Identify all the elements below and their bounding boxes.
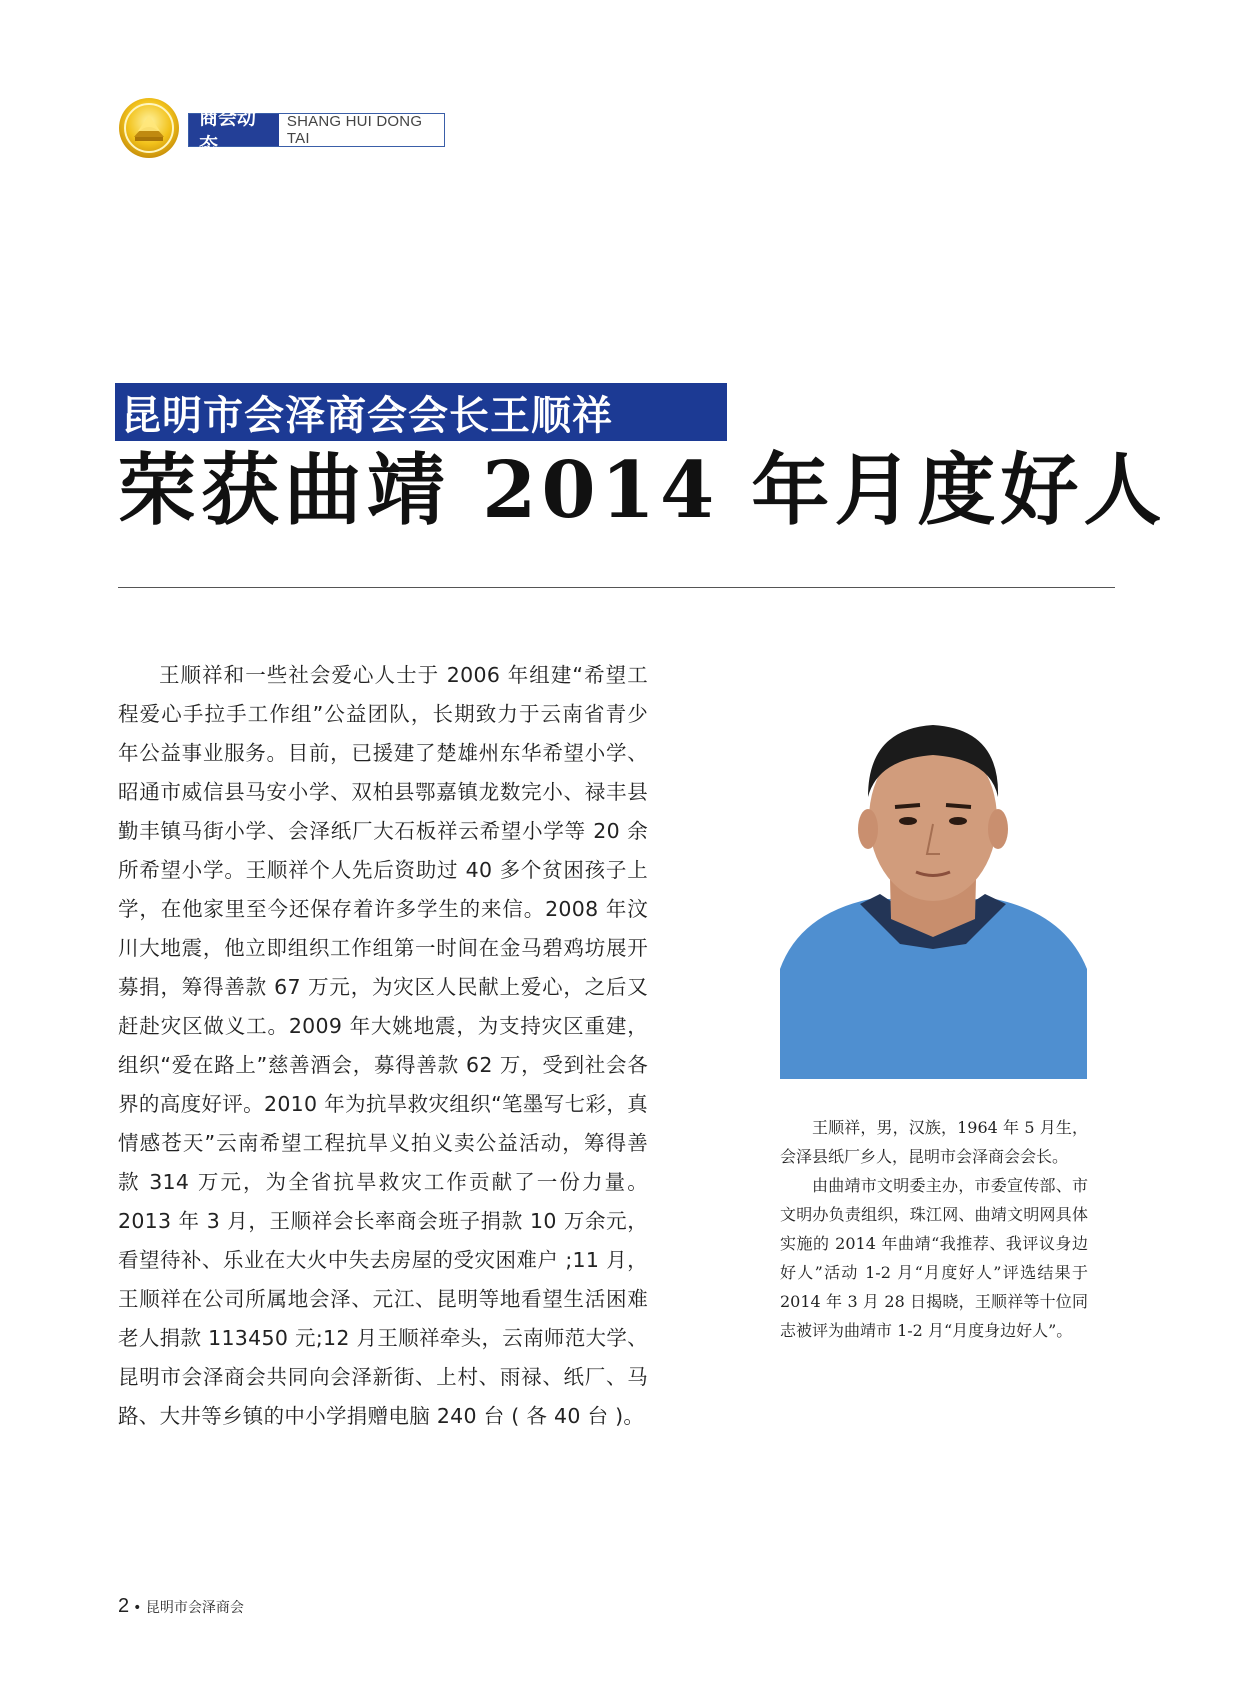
- caption-bio: 王顺祥，男，汉族，1964 年 5 月生，会泽县纸厂乡人，昆明市会泽商会会长。: [780, 1118, 1088, 1166]
- article-body: 王顺祥和一些社会爱心人士于 2006 年组建“希望工程爱心手拉手工作组”公益团队，长期致力于云南省青少年公益事业服务。目前，已援建了楚雄州东华希望小学、昭通市威信县马安小学、双柏县鄂嘉镇龙数完小、禄丰县勤丰镇马街小学、会泽纸厂大石板祥云希望小学等 20 余所希望小学。王顺祥个人先后资助过 40 多个贫困孩子上学，在他家里至今还保存着许多学生的来信。2008 年汶川大地震，他立即组织工作组第一时间在金马碧鸡坊展开募捐，筹得善款 67 万元，为灾区人民献上爱心，之后又赶赴灾区做义工。2009 年大姚地震，为支持灾区重建，组织“爱在路上”慈善酒会，募得善款 62 万，受到社会各界的高度好评。2010 年为抗旱救灾组织“笔墨写七彩，真情感苍天”云南希望工程抗旱义拍义卖公益活动，筹得善款 314 万元，为全省抗旱救灾工作贡献了一份力量。2013 年 3 月，王顺祥会长率商会班子捐款 10 万余元，看望待补、乐业在大火中失去房屋的受灾困难户 ;11 月，王顺祥在公司所属地会泽、元江、昆明等地看望生活困难老人捐款 113450 元;12 月王顺祥牵头，云南师范大学、昆明市会泽商会共同向会泽新街、上村、雨禄、纸厂、马路、大井等乡镇的中小学捐赠电脑 240 台 ( 各 40 台 )。: [118, 663, 648, 1428]
- section-title-en: SHANG HUI DONG TAI: [279, 114, 444, 146]
- article-title-line2: 荣获曲靖 2014 年月度好人: [118, 445, 1167, 536]
- section-tab: [188, 107, 445, 156]
- article-title-line1: 昆明市会泽商会会长王顺祥: [115, 383, 727, 441]
- photo-caption: [780, 1113, 1088, 1345]
- portrait-photo: [780, 689, 1087, 1079]
- page-footer: [118, 1595, 244, 1618]
- section-title-cn: 商会动态: [189, 114, 279, 146]
- publication-name: • 昆明市会泽商会: [133, 1600, 244, 1616]
- page-number: 2: [118, 1595, 130, 1617]
- chamber-logo-icon: [118, 97, 180, 159]
- caption-award: 由曲靖市文明委主办，市委宣传部、市文明办负责组织，珠江网、曲靖文明网具体实施的 2014 年曲靖“我推荐、我评议身边好人”活动 1-2 月“月度好人”评选结果于 2014 年 3 月 28 日揭晓，王顺祥等十位同志被评为曲靖市 1-2 月“月度身边好人”。: [780, 1176, 1088, 1340]
- title-divider: [118, 587, 1115, 588]
